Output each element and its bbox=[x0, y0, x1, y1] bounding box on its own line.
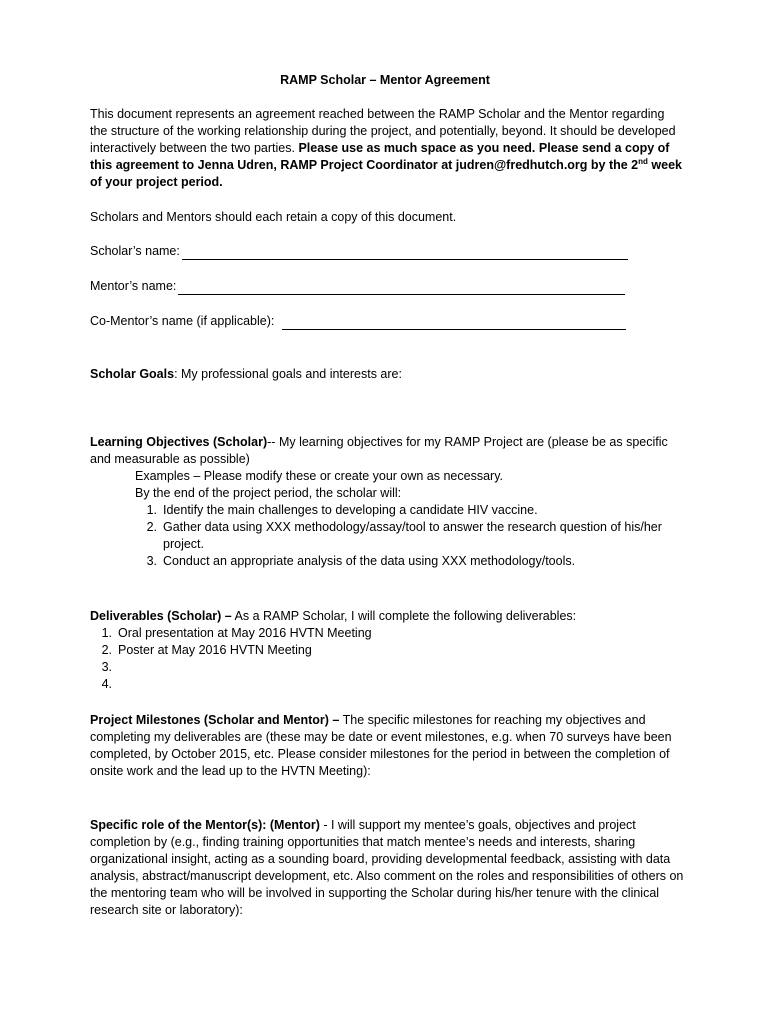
list-item[interactable] bbox=[90, 659, 685, 676]
item-number: 1. bbox=[101, 626, 112, 640]
item-number: 4. bbox=[101, 677, 112, 691]
learning-objectives-examples: Examples – Please modify these or create your own as necessary. bbox=[135, 469, 503, 483]
milestones-text: The specific milestones for reaching my objectives and completing my deliverables are (these may be date or event milestones, e.g. when 70 surveys have been completed, by October 2015, etc. Please consider milestones for the period in between the completion of onsite work and the lead up to the HVTN Meeting): bbox=[90, 713, 672, 778]
learning-objectives-text: -- My learning objectives for my RAMP Project are (please be as specific and measurable as possible) bbox=[90, 435, 668, 466]
intro-superscript: nd bbox=[638, 156, 648, 166]
item-text: Oral presentation at May 2016 HVTN Meeting bbox=[118, 626, 372, 640]
item-text: Gather data using XXX methodology/assay/tool to answer the research question of his/her project. bbox=[163, 520, 662, 551]
deliverables-list bbox=[90, 625, 685, 693]
learning-objectives-list bbox=[90, 502, 685, 570]
list-item bbox=[135, 553, 685, 570]
list-item bbox=[135, 519, 685, 553]
intro-paragraph bbox=[90, 106, 685, 191]
mentor-name-label: Mentor’s name: bbox=[90, 279, 177, 293]
list-item bbox=[135, 502, 685, 519]
scholar-name-label: Scholar’s name: bbox=[90, 244, 180, 258]
intro-text: This document represents an agreement reached between the RAMP Scholar and the Mentor regarding the structure of the working relationship during the project, and potentially, beyond. It should be developed interactively between the two parties. bbox=[90, 107, 676, 155]
item-number: 1. bbox=[146, 503, 157, 517]
comentor-name-field[interactable] bbox=[90, 313, 685, 330]
list-item bbox=[90, 625, 685, 642]
scholar-name-line[interactable] bbox=[182, 246, 628, 260]
intro-instruction-end: week of your project period. bbox=[90, 158, 682, 189]
list-item[interactable] bbox=[90, 676, 685, 693]
learning-objectives-section bbox=[90, 434, 685, 570]
mentor-name-line[interactable] bbox=[178, 281, 625, 295]
learning-objectives-lead-in: By the end of the project period, the scholar will: bbox=[135, 486, 402, 500]
item-number: 2. bbox=[101, 643, 112, 657]
deliverables-intro bbox=[90, 608, 685, 625]
item-text: Poster at May 2016 HVTN Meeting bbox=[118, 643, 312, 657]
item-number: 2. bbox=[146, 520, 157, 534]
scholar-goals-section bbox=[90, 366, 685, 383]
item-text: Conduct an appropriate analysis of the data using XXX methodology/tools. bbox=[163, 554, 576, 568]
retain-copy-note: Scholars and Mentors should each retain a copy of this document. bbox=[90, 210, 457, 224]
mentor-role-section bbox=[90, 817, 685, 919]
item-number: 3. bbox=[146, 554, 157, 568]
scholar-goals-text: : My professional goals and interests are: bbox=[174, 367, 402, 381]
item-text: Identify the main challenges to developing a candidate HIV vaccine. bbox=[163, 503, 538, 517]
item-number: 3. bbox=[101, 660, 112, 674]
mentor-role-text: - I will support my mentee’s goals, objectives and project completion by (e.g., finding training opportunities that match mentee’s needs and interests, sharing organizational insight, acting as a sounding board, providing developmental feedback, assisting with data analysis, abstract/manuscript development, etc. Also comment on the roles and responsibilities of others on the mentoring team who will be involved in supporting the Scholar during his/her tenure with the clinical research site or laboratory): bbox=[90, 818, 684, 917]
milestones-section bbox=[90, 712, 685, 780]
scholar-name-field[interactable] bbox=[90, 243, 685, 260]
learning-objectives-heading: Learning Objectives (Scholar) bbox=[90, 435, 268, 449]
deliverables-heading: Deliverables (Scholar) – bbox=[90, 609, 232, 623]
comentor-name-line[interactable] bbox=[282, 316, 626, 330]
comentor-name-label: Co-Mentor’s name (if applicable): bbox=[90, 314, 275, 328]
deliverables-text: As a RAMP Scholar, I will complete the following deliverables: bbox=[231, 609, 577, 623]
deliverables-section bbox=[90, 608, 685, 693]
document-title: RAMP Scholar – Mentor Agreement bbox=[280, 73, 490, 87]
learning-objectives-intro bbox=[90, 434, 685, 468]
mentor-role-heading: Specific role of the Mentor(s): (Mentor) bbox=[90, 818, 320, 832]
milestones-heading: Project Milestones (Scholar and Mentor) – bbox=[90, 713, 340, 727]
intro-instruction: Please use as much space as you need. Please send a copy of this agreement to Jenna Udren, RAMP Project Coordinator at judren@fredhutch.org by the 2 bbox=[90, 141, 670, 172]
mentor-name-field[interactable] bbox=[90, 278, 685, 295]
list-item bbox=[90, 642, 685, 659]
scholar-goals-heading: Scholar Goals bbox=[90, 367, 175, 381]
